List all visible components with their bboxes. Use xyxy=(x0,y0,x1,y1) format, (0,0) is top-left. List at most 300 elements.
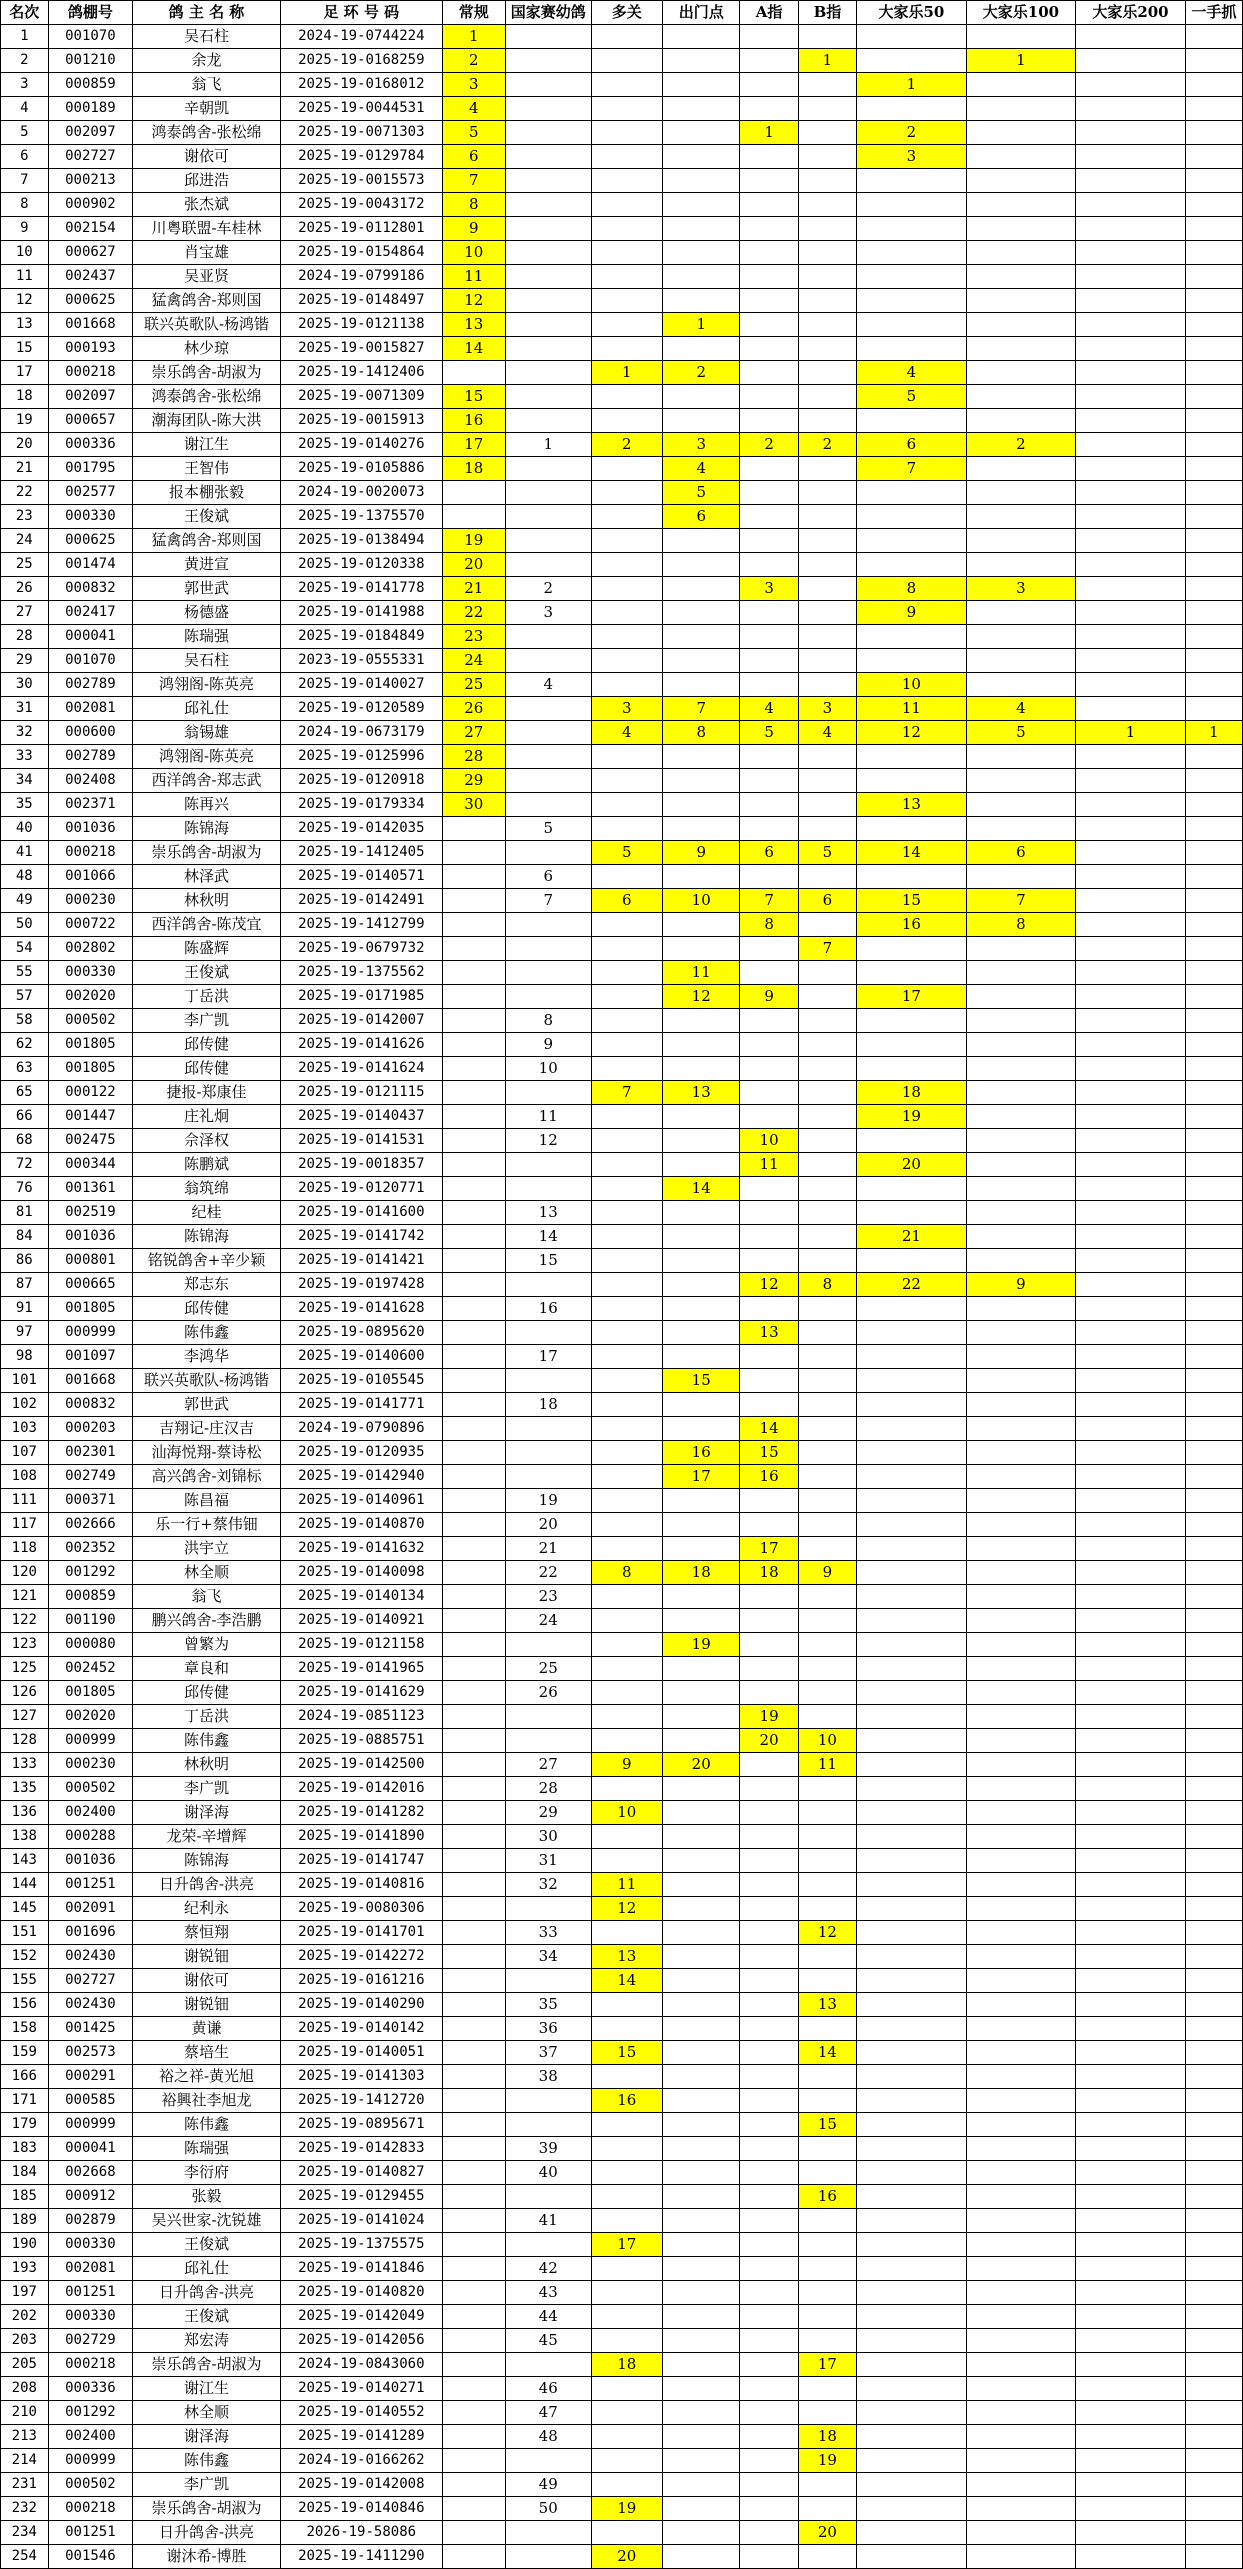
a-designated-cell xyxy=(740,2329,798,2353)
rank-cell: 107 xyxy=(1,1441,49,1465)
loft-id-cell: 000218 xyxy=(48,2497,133,2521)
national-young-cell xyxy=(505,841,591,865)
national-young-cell: 5 xyxy=(505,817,591,841)
dajiale-100-cell xyxy=(966,1201,1076,1225)
rank-cell: 31 xyxy=(1,697,49,721)
regular-cell: 12 xyxy=(442,289,505,313)
one-grab-cell xyxy=(1185,1393,1242,1417)
regular-cell: 2 xyxy=(442,49,505,73)
ring-number-cell: 2025-19-0142049 xyxy=(280,2305,442,2329)
dajiale-50-cell xyxy=(857,2305,967,2329)
departure-point-cell xyxy=(663,2137,740,2161)
dajiale-50-cell xyxy=(857,1465,967,1489)
a-designated-cell xyxy=(740,1225,798,1249)
a-designated-cell xyxy=(740,361,798,385)
one-grab-cell xyxy=(1185,2257,1242,2281)
loft-id-cell: 000502 xyxy=(48,1777,133,1801)
table-row xyxy=(1,457,1243,481)
rank-cell: 7 xyxy=(1,169,49,193)
departure-point-cell xyxy=(663,2449,740,2473)
dajiale-200-cell xyxy=(1076,433,1186,457)
dajiale-100-cell xyxy=(966,1657,1076,1681)
national-young-cell: 8 xyxy=(505,1009,591,1033)
a-designated-cell xyxy=(740,1849,798,1873)
dajiale-200-cell xyxy=(1076,1369,1186,1393)
departure-point-cell xyxy=(663,2233,740,2257)
loft-id-cell: 002371 xyxy=(48,793,133,817)
owner-name-cell: 鸿泰鸽舍-张松绵 xyxy=(133,121,281,145)
one-grab-cell xyxy=(1185,769,1242,793)
rank-cell: 41 xyxy=(1,841,49,865)
regular-cell: 25 xyxy=(442,673,505,697)
dajiale-50-cell xyxy=(857,1777,967,1801)
ring-number-cell: 2024-19-0673179 xyxy=(280,721,442,745)
multi-pass-cell: 17 xyxy=(591,2233,662,2257)
regular-cell: 5 xyxy=(442,121,505,145)
national-young-cell: 39 xyxy=(505,2137,591,2161)
loft-id-cell: 000627 xyxy=(48,241,133,265)
loft-id-cell: 002154 xyxy=(48,217,133,241)
b-designated-cell: 14 xyxy=(798,2041,856,2065)
multi-pass-cell: 4 xyxy=(591,721,662,745)
b-designated-cell xyxy=(798,2545,856,2569)
one-grab-cell xyxy=(1185,1801,1242,1825)
one-grab-cell xyxy=(1185,1753,1242,1777)
one-grab-cell xyxy=(1185,937,1242,961)
rank-cell: 5 xyxy=(1,121,49,145)
table-row xyxy=(1,121,1243,145)
national-young-cell: 47 xyxy=(505,2401,591,2425)
dajiale-100-cell xyxy=(966,217,1076,241)
owner-name-cell: 王俊斌 xyxy=(133,505,281,529)
dajiale-50-cell: 9 xyxy=(857,601,967,625)
b-designated-cell xyxy=(798,1657,856,1681)
regular-cell xyxy=(442,2497,505,2521)
multi-pass-cell xyxy=(591,145,662,169)
dajiale-50-cell xyxy=(857,2185,967,2209)
dajiale-200-cell xyxy=(1076,2353,1186,2377)
departure-point-cell xyxy=(663,2305,740,2329)
multi-pass-cell xyxy=(591,1249,662,1273)
rank-cell: 189 xyxy=(1,2209,49,2233)
departure-point-cell xyxy=(663,1009,740,1033)
dajiale-200-cell xyxy=(1076,2137,1186,2161)
ring-number-cell: 2025-19-0142007 xyxy=(280,1009,442,1033)
b-designated-cell xyxy=(798,1897,856,1921)
national-young-cell xyxy=(505,1705,591,1729)
regular-cell: 15 xyxy=(442,385,505,409)
dajiale-100-cell: 8 xyxy=(966,913,1076,937)
loft-id-cell: 002577 xyxy=(48,481,133,505)
loft-id-cell: 001251 xyxy=(48,2521,133,2545)
one-grab-cell xyxy=(1185,697,1242,721)
departure-point-cell xyxy=(663,1969,740,1993)
national-young-cell xyxy=(505,2233,591,2257)
dajiale-200-cell xyxy=(1076,1345,1186,1369)
dajiale-200-cell xyxy=(1076,505,1186,529)
regular-cell xyxy=(442,1225,505,1249)
multi-pass-cell xyxy=(591,1657,662,1681)
multi-pass-cell xyxy=(591,457,662,481)
national-young-cell xyxy=(505,2353,591,2377)
owner-name-cell: 翁筑绵 xyxy=(133,1177,281,1201)
regular-cell xyxy=(442,913,505,937)
loft-id-cell: 001546 xyxy=(48,2545,133,2569)
b-designated-cell xyxy=(798,2329,856,2353)
ring-number-cell: 2025-19-0141701 xyxy=(280,1921,442,1945)
owner-name-cell: 纪桂 xyxy=(133,1201,281,1225)
one-grab-cell xyxy=(1185,1705,1242,1729)
owner-name-cell: 林秋明 xyxy=(133,1753,281,1777)
rank-cell: 232 xyxy=(1,2497,49,2521)
loft-id-cell: 001036 xyxy=(48,1849,133,1873)
departure-point-cell xyxy=(663,601,740,625)
table-row xyxy=(1,1201,1243,1225)
dajiale-200-cell xyxy=(1076,1177,1186,1201)
ring-number-cell: 2025-19-0142500 xyxy=(280,1753,442,1777)
national-young-cell xyxy=(505,193,591,217)
dajiale-200-cell xyxy=(1076,2329,1186,2353)
a-designated-cell xyxy=(740,1825,798,1849)
owner-name-cell: 邱礼仕 xyxy=(133,697,281,721)
ring-number-cell: 2026-19-58086 xyxy=(280,2521,442,2545)
owner-name-cell: 曾繁为 xyxy=(133,1633,281,1657)
regular-cell xyxy=(442,1801,505,1825)
regular-cell xyxy=(442,1201,505,1225)
dajiale-200-cell xyxy=(1076,529,1186,553)
regular-cell xyxy=(442,1177,505,1201)
table-row xyxy=(1,241,1243,265)
one-grab-cell xyxy=(1185,1033,1242,1057)
one-grab-cell xyxy=(1185,2161,1242,2185)
rank-cell: 213 xyxy=(1,2425,49,2449)
national-young-cell xyxy=(505,265,591,289)
regular-cell xyxy=(442,1249,505,1273)
national-young-cell xyxy=(505,1153,591,1177)
dajiale-200-cell xyxy=(1076,961,1186,985)
departure-point-cell xyxy=(663,2161,740,2185)
loft-id-cell: 000502 xyxy=(48,1009,133,1033)
regular-cell xyxy=(442,2329,505,2353)
b-designated-cell xyxy=(798,193,856,217)
dajiale-50-cell: 19 xyxy=(857,1105,967,1129)
owner-name-cell: 吴石柱 xyxy=(133,25,281,49)
regular-cell xyxy=(442,1537,505,1561)
b-designated-cell: 19 xyxy=(798,2449,856,2473)
dajiale-200-cell xyxy=(1076,1537,1186,1561)
loft-id-cell: 001210 xyxy=(48,49,133,73)
dajiale-200-cell xyxy=(1076,769,1186,793)
national-young-cell xyxy=(505,625,591,649)
dajiale-100-cell xyxy=(966,2353,1076,2377)
multi-pass-cell xyxy=(591,193,662,217)
departure-point-cell xyxy=(663,2089,740,2113)
departure-point-cell xyxy=(663,193,740,217)
b-designated-cell: 2 xyxy=(798,433,856,457)
table-row xyxy=(1,1465,1243,1489)
table-row xyxy=(1,2377,1243,2401)
rank-cell: 197 xyxy=(1,2281,49,2305)
dajiale-100-cell xyxy=(966,2185,1076,2209)
multi-pass-cell: 5 xyxy=(591,841,662,865)
loft-id-cell: 002301 xyxy=(48,1441,133,1465)
one-grab-cell xyxy=(1185,409,1242,433)
dajiale-50-cell xyxy=(857,1177,967,1201)
table-row xyxy=(1,1345,1243,1369)
a-designated-cell xyxy=(740,2401,798,2425)
one-grab-cell xyxy=(1185,1873,1242,1897)
dajiale-50-cell xyxy=(857,2425,967,2449)
one-grab-cell xyxy=(1185,625,1242,649)
dajiale-100-cell xyxy=(966,2449,1076,2473)
one-grab-cell xyxy=(1185,1345,1242,1369)
departure-point-cell xyxy=(663,1033,740,1057)
regular-cell xyxy=(442,2137,505,2161)
rank-cell: 19 xyxy=(1,409,49,433)
one-grab-cell xyxy=(1185,433,1242,457)
national-young-cell: 21 xyxy=(505,1537,591,1561)
dajiale-100-cell xyxy=(966,2281,1076,2305)
rank-cell: 22 xyxy=(1,481,49,505)
one-grab-cell xyxy=(1185,2497,1242,2521)
dajiale-100-cell xyxy=(966,2521,1076,2545)
owner-name-cell: 翁锡雄 xyxy=(133,721,281,745)
one-grab-cell xyxy=(1185,1009,1242,1033)
table-row xyxy=(1,937,1243,961)
loft-id-cell: 000912 xyxy=(48,2185,133,2209)
dajiale-100-cell: 3 xyxy=(966,577,1076,601)
dajiale-100-cell xyxy=(966,2161,1076,2185)
dajiale-50-cell xyxy=(857,2065,967,2089)
departure-point-cell: 3 xyxy=(663,433,740,457)
table-row xyxy=(1,1897,1243,1921)
national-young-cell xyxy=(505,145,591,169)
national-young-cell: 10 xyxy=(505,1057,591,1081)
rank-cell: 183 xyxy=(1,2137,49,2161)
loft-id-cell: 002417 xyxy=(48,601,133,625)
national-young-cell xyxy=(505,169,591,193)
loft-id-cell: 002020 xyxy=(48,985,133,1009)
regular-cell xyxy=(442,2473,505,2497)
departure-point-cell: 4 xyxy=(663,457,740,481)
departure-point-cell xyxy=(663,2257,740,2281)
national-young-cell: 36 xyxy=(505,2017,591,2041)
dajiale-200-cell xyxy=(1076,841,1186,865)
loft-id-cell: 000999 xyxy=(48,2449,133,2473)
rank-cell: 84 xyxy=(1,1225,49,1249)
dajiale-50-cell xyxy=(857,409,967,433)
ring-number-cell: 2025-19-0140600 xyxy=(280,1345,442,1369)
dajiale-50-cell xyxy=(857,553,967,577)
national-young-cell xyxy=(505,241,591,265)
b-designated-cell xyxy=(798,2065,856,2089)
dajiale-200-cell xyxy=(1076,577,1186,601)
national-young-cell xyxy=(505,1897,591,1921)
dajiale-100-cell xyxy=(966,1969,1076,1993)
dajiale-100-cell xyxy=(966,1057,1076,1081)
ring-number-cell: 2025-19-0043172 xyxy=(280,193,442,217)
ring-number-cell: 2025-19-0141632 xyxy=(280,1537,442,1561)
a-designated-cell xyxy=(740,337,798,361)
rank-cell: 135 xyxy=(1,1777,49,1801)
one-grab-cell xyxy=(1185,2329,1242,2353)
table-row xyxy=(1,361,1243,385)
b-designated-cell: 6 xyxy=(798,889,856,913)
national-young-cell xyxy=(505,1441,591,1465)
owner-name-cell: 黄进宣 xyxy=(133,553,281,577)
departure-point-cell: 13 xyxy=(663,1081,740,1105)
header-b-designated: B指 xyxy=(798,1,856,25)
dajiale-50-cell xyxy=(857,1321,967,1345)
b-designated-cell xyxy=(798,2161,856,2185)
dajiale-100-cell: 9 xyxy=(966,1273,1076,1297)
ring-number-cell: 2025-19-0071309 xyxy=(280,385,442,409)
owner-name-cell: 谢依可 xyxy=(133,1969,281,1993)
rank-cell: 72 xyxy=(1,1153,49,1177)
b-designated-cell xyxy=(798,1585,856,1609)
multi-pass-cell xyxy=(591,1993,662,2017)
rank-cell: 81 xyxy=(1,1201,49,1225)
dajiale-50-cell xyxy=(857,1489,967,1513)
b-designated-cell: 11 xyxy=(798,1753,856,1777)
multi-pass-cell xyxy=(591,169,662,193)
owner-name-cell: 郭世武 xyxy=(133,577,281,601)
departure-point-cell xyxy=(663,289,740,313)
one-grab-cell xyxy=(1185,97,1242,121)
dajiale-100-cell xyxy=(966,1897,1076,1921)
dajiale-100-cell xyxy=(966,1153,1076,1177)
national-young-cell xyxy=(505,121,591,145)
table-row xyxy=(1,2065,1243,2089)
national-young-cell xyxy=(505,49,591,73)
national-young-cell xyxy=(505,2185,591,2209)
one-grab-cell xyxy=(1185,1585,1242,1609)
dajiale-50-cell xyxy=(857,1753,967,1777)
loft-id-cell: 002430 xyxy=(48,1945,133,1969)
rank-cell: 108 xyxy=(1,1465,49,1489)
rank-cell: 166 xyxy=(1,2065,49,2089)
table-row xyxy=(1,145,1243,169)
b-designated-cell xyxy=(798,2281,856,2305)
dajiale-50-cell xyxy=(857,1345,967,1369)
rank-cell: 144 xyxy=(1,1873,49,1897)
ring-number-cell: 2025-19-0015827 xyxy=(280,337,442,361)
a-designated-cell xyxy=(740,481,798,505)
ring-number-cell: 2025-19-0015913 xyxy=(280,409,442,433)
dajiale-50-cell xyxy=(857,937,967,961)
dajiale-200-cell xyxy=(1076,1633,1186,1657)
regular-cell xyxy=(442,865,505,889)
one-grab-cell xyxy=(1185,913,1242,937)
regular-cell xyxy=(442,1441,505,1465)
multi-pass-cell xyxy=(591,2017,662,2041)
ring-number-cell: 2025-19-0197428 xyxy=(280,1273,442,1297)
ring-number-cell: 2025-19-0141626 xyxy=(280,1033,442,1057)
a-designated-cell xyxy=(740,2377,798,2401)
ring-number-cell: 2025-19-0141747 xyxy=(280,1849,442,1873)
ring-number-cell: 2025-19-0141531 xyxy=(280,1129,442,1153)
dajiale-100-cell xyxy=(966,793,1076,817)
national-young-cell xyxy=(505,529,591,553)
multi-pass-cell xyxy=(591,817,662,841)
dajiale-100-cell xyxy=(966,97,1076,121)
dajiale-100-cell xyxy=(966,553,1076,577)
rank-cell: 98 xyxy=(1,1345,49,1369)
dajiale-200-cell xyxy=(1076,817,1186,841)
one-grab-cell xyxy=(1185,961,1242,985)
dajiale-50-cell: 21 xyxy=(857,1225,967,1249)
dajiale-100-cell xyxy=(966,1345,1076,1369)
regular-cell xyxy=(442,1129,505,1153)
departure-point-cell xyxy=(663,649,740,673)
dajiale-50-cell xyxy=(857,481,967,505)
rank-cell: 20 xyxy=(1,433,49,457)
b-designated-cell xyxy=(798,745,856,769)
national-young-cell xyxy=(505,649,591,673)
b-designated-cell: 13 xyxy=(798,1993,856,2017)
departure-point-cell: 8 xyxy=(663,721,740,745)
loft-id-cell: 000203 xyxy=(48,1417,133,1441)
loft-id-cell: 001805 xyxy=(48,1057,133,1081)
a-designated-cell xyxy=(740,865,798,889)
dajiale-200-cell xyxy=(1076,913,1186,937)
regular-cell: 9 xyxy=(442,217,505,241)
regular-cell xyxy=(442,1417,505,1441)
multi-pass-cell xyxy=(591,1129,662,1153)
table-row xyxy=(1,1369,1243,1393)
table-row xyxy=(1,193,1243,217)
national-young-cell: 35 xyxy=(505,1993,591,2017)
table-row xyxy=(1,1561,1243,1585)
dajiale-100-cell xyxy=(966,1321,1076,1345)
departure-point-cell xyxy=(663,1537,740,1561)
owner-name-cell: 谢依可 xyxy=(133,145,281,169)
b-designated-cell xyxy=(798,1969,856,1993)
loft-id-cell: 000336 xyxy=(48,433,133,457)
loft-id-cell: 000218 xyxy=(48,841,133,865)
dajiale-50-cell: 3 xyxy=(857,145,967,169)
owner-name-cell: 林全顺 xyxy=(133,2401,281,2425)
one-grab-cell xyxy=(1185,889,1242,913)
dajiale-200-cell xyxy=(1076,2425,1186,2449)
ring-number-cell: 2025-19-0140271 xyxy=(280,2377,442,2401)
b-designated-cell xyxy=(798,361,856,385)
dajiale-200-cell xyxy=(1076,625,1186,649)
one-grab-cell xyxy=(1185,73,1242,97)
dajiale-50-cell xyxy=(857,241,967,265)
owner-name-cell: 崇乐鸽舍-胡淑为 xyxy=(133,2353,281,2377)
multi-pass-cell xyxy=(591,2377,662,2401)
rank-cell: 58 xyxy=(1,1009,49,1033)
ring-number-cell: 2025-19-0142833 xyxy=(280,2137,442,2161)
regular-cell xyxy=(442,2185,505,2209)
table-row xyxy=(1,1945,1243,1969)
loft-id-cell: 000080 xyxy=(48,1633,133,1657)
ring-number-cell: 2025-19-0141742 xyxy=(280,1225,442,1249)
rank-cell: 136 xyxy=(1,1801,49,1825)
ring-number-cell: 2025-19-0015573 xyxy=(280,169,442,193)
one-grab-cell xyxy=(1185,1417,1242,1441)
one-grab-cell xyxy=(1185,1057,1242,1081)
dajiale-50-cell xyxy=(857,745,967,769)
one-grab-cell xyxy=(1185,1273,1242,1297)
dajiale-200-cell xyxy=(1076,217,1186,241)
multi-pass-cell xyxy=(591,1729,662,1753)
multi-pass-cell xyxy=(591,121,662,145)
dajiale-200-cell xyxy=(1076,2449,1186,2473)
table-row xyxy=(1,2041,1243,2065)
national-young-cell: 25 xyxy=(505,1657,591,1681)
